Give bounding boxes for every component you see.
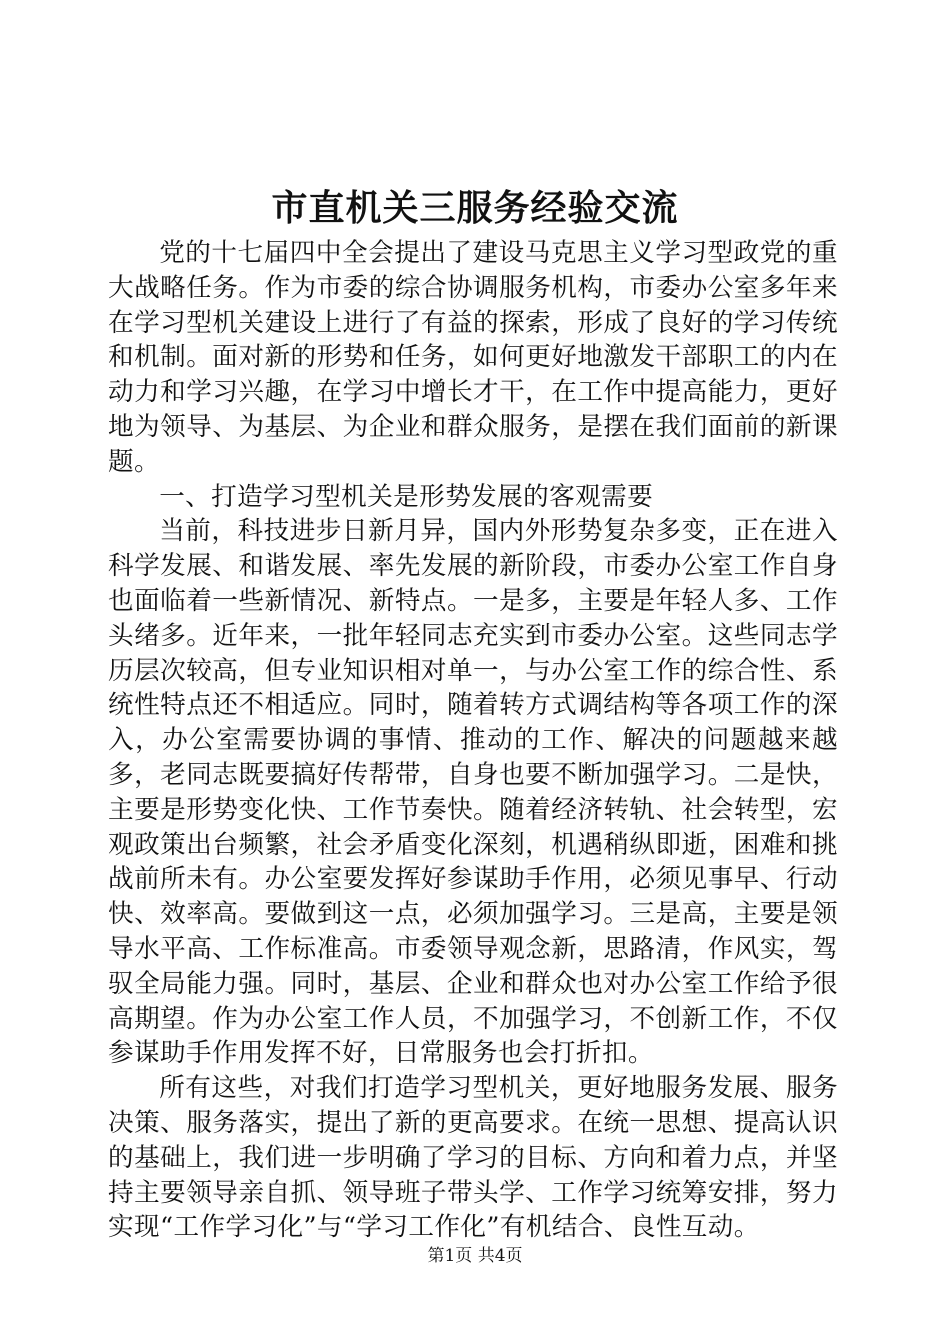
page-number-footer: 第1页 共4页 <box>427 1246 523 1266</box>
section-heading-1: 一、打造学习型机关是形势发展的客观需要 <box>159 481 654 512</box>
paragraph-conclusion: 所有这些，对我们打造学习型机关，更好地服务发展、服务决策、服务落实，提出了新的更高要求。在统一思想、提高认识的基础上，我们进一步明确了学习的目标、方向和着力点，并坚持主要领导亲自抓、领导班子带头学、工作学习统筹安排，努力实现“工作学习化”与“学习工作化”有机结合、良性互动。 <box>108 1073 838 1243</box>
document-title: 市直机关三服务经验交流 <box>271 187 679 229</box>
document-body <box>108 236 838 1245</box>
paragraph-intro: 党的十七届四中全会提出了建设马克思主义学习型政党的重大战略任务。作为市委的综合协调服务机构，市委办公室多年来在学习型机关建设上进行了有益的探索，形成了良好的学习传统和机制。面对新的形势和任务，如何更好地激发干部职工的内在动力和学习兴趣，在学习中增长才干，在工作中提高能力，更好地为领导、为基层、为企业和群众服务，是摆在我们面前的新课题。 <box>108 238 838 477</box>
paragraph-situation: 当前，科技进步日新月异，国内外形势复杂多变，正在进入科学发展、和谐发展、率先发展的新阶段，市委办公室工作自身也面临着一些新情况、新特点。一是多，主要是年轻人多、工作头绪多。近年来，一批年轻同志充实到市委办公室。这些同志学历层次较高，但专业知识相对单一，与办公室工作的综合性、系统性特点还不相适应。同时，随着转方式调结构等各项工作的深入，办公室需要协调的事情、推动的工作、解决的问题越来越多，老同志既要搞好传帮带，自身也要不断加强学习。二是快，主要是形势变化快、工作节奏快。随着经济转轨、社会转型，宏观政策出台频繁，社会矛盾变化深刻，机遇稍纵即逝，困难和挑战前所未有。办公室要发挥好参谋助手作用，必须见事早、行动快、效率高。要做到这一点，必须加强学习。三是高，主要是领导水平高、工作标准高。市委领导观念新，思路清，作风实，驾驭全局能力强。同时，基层、企业和群众也对办公室工作给予很高期望。作为办公室工作人员，不加强学习，不创新工作，不仅参谋助手作用发挥不好，日常服务也会打折扣。 <box>108 516 838 1069</box>
